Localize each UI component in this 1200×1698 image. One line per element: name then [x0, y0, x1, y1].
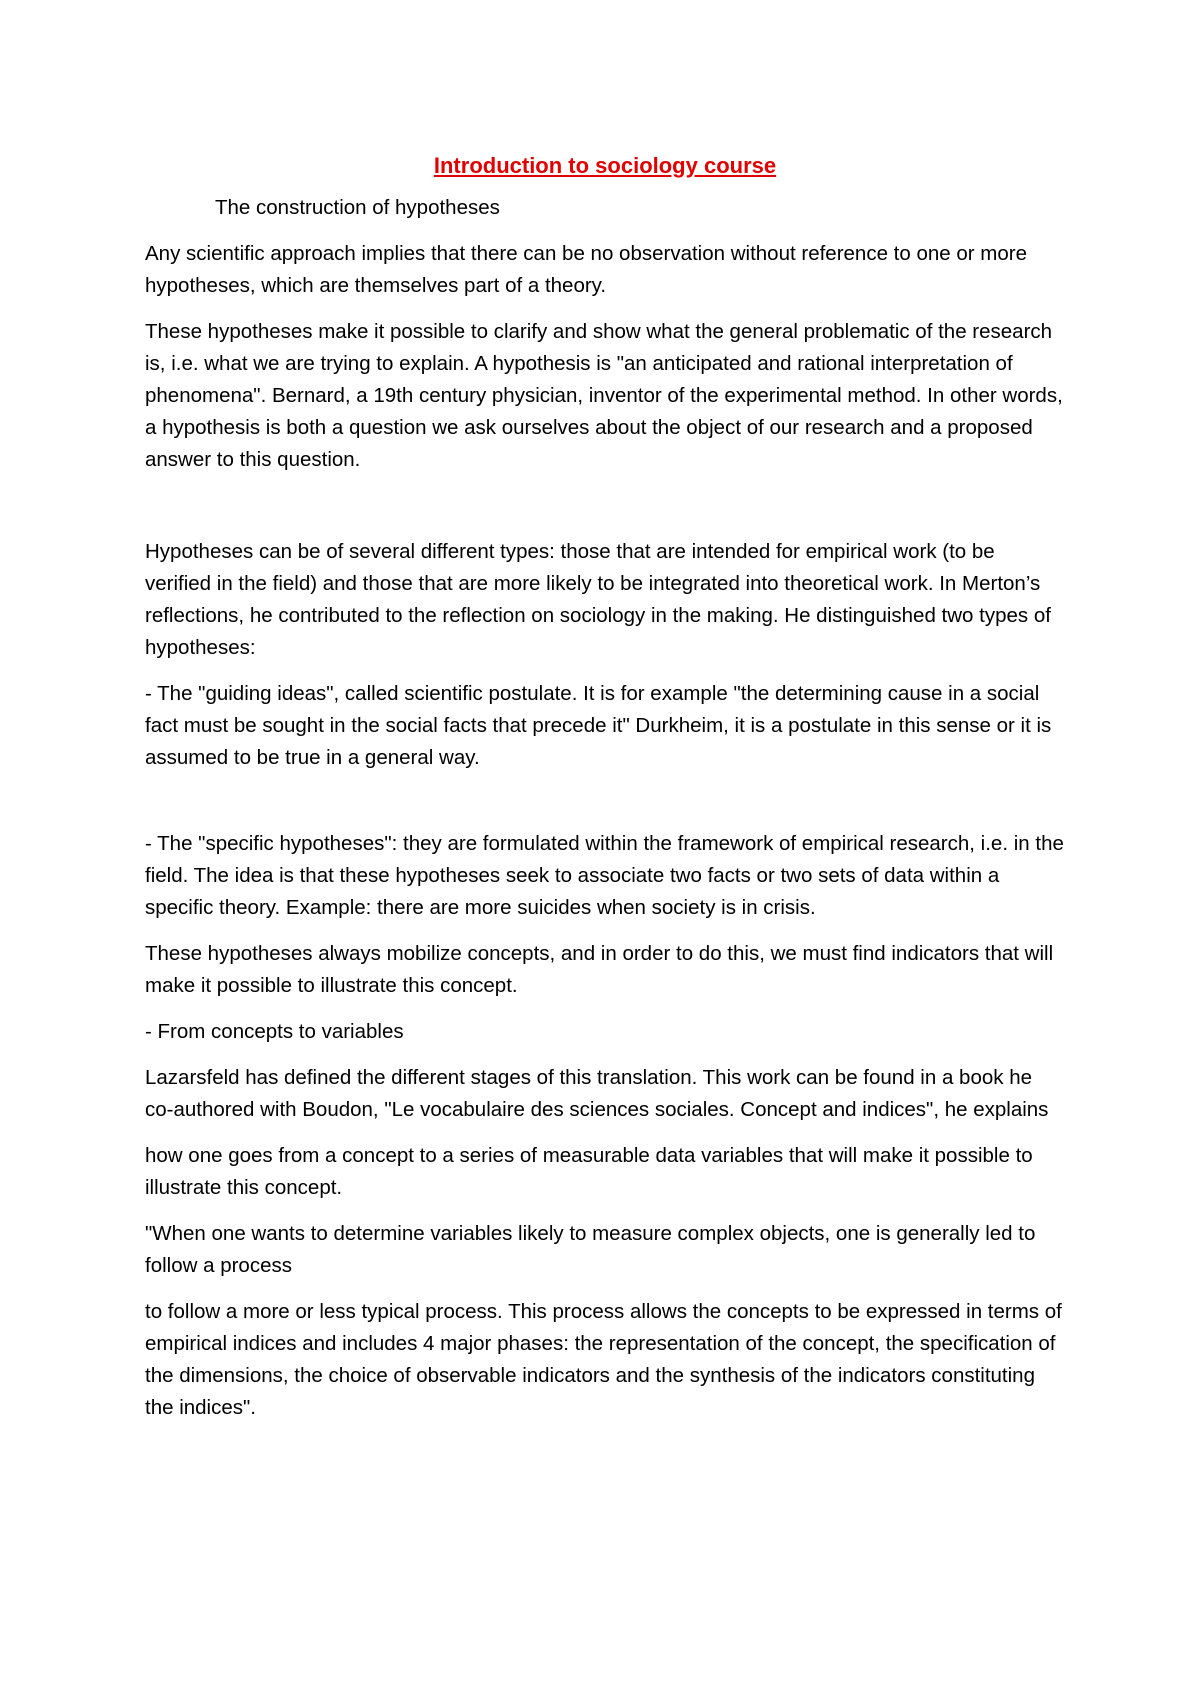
blank-line	[145, 490, 1065, 536]
list-item: - The "specific hypotheses": they are formulated within the framework of empirical research, i.e. in the field. The idea is that these hypotheses seek to associate two facts or two sets of data within a specific theory. Example: there are more suicides when society is in crisis.	[145, 832, 1064, 919]
paragraph: Hypotheses can be of several different types: those that are intended for empirical work (to be verified in the field) and those that are more likely to be integrated into theoretical work. In Merton’s reflections, he contributed to the reflection on sociology in the making. He distinguished two types of hypotheses:	[145, 540, 1051, 659]
list-item: - The "guiding ideas", called scientific postulate. It is for example "the determining cause in a social fact must be sought in the social facts that precede it" Durkheim, it is a postulate in this sense or it is assumed to be true in a general way.	[145, 682, 1052, 769]
paragraph: Any scientific approach implies that there can be no observation without reference to one or more hypotheses, which are themselves part of a theory.	[145, 242, 1027, 297]
document-body	[145, 150, 1065, 1438]
paragraph: "When one wants to determine variables likely to measure complex objects, one is generally led to follow a process	[145, 1222, 1036, 1277]
list-item: - From concepts to variables	[145, 1020, 404, 1043]
page-title: Introduction to sociology course	[433, 153, 777, 178]
paragraph: These hypotheses always mobilize concepts, and in order to do this, we must find indicators that will make it possible to illustrate this concept.	[145, 942, 1054, 997]
paragraph: how one goes from a concept to a series of measurable data variables that will make it possible to illustrate this concept.	[145, 1144, 1033, 1199]
section-subtitle: The construction of hypotheses	[215, 196, 500, 219]
blank-line	[145, 788, 1065, 828]
paragraph: Lazarsfeld has defined the different stages of this translation. This work can be found in a book he co-authored with Boudon, "Le vocabulaire des sciences sociales. Concept and indices", he explains	[145, 1066, 1049, 1121]
paragraph: These hypotheses make it possible to clarify and show what the general problematic of the research is, i.e. what we are trying to explain. A hypothesis is "an anticipated and rational interpretation of phenomena". Bernard, a 19th century physician, inventor of the experimental method. In other words, a hypothesis is both a question we ask ourselves about the object of our research and a proposed answer to this question.	[145, 320, 1063, 471]
paragraph: to follow a more or less typical process. This process allows the concepts to be expressed in terms of empirical indices and includes 4 major phases: the representation of the concept, the specification of the dimensions, the choice of observable indicators and the synthesis of the indicators constituting the indices".	[145, 1300, 1062, 1419]
